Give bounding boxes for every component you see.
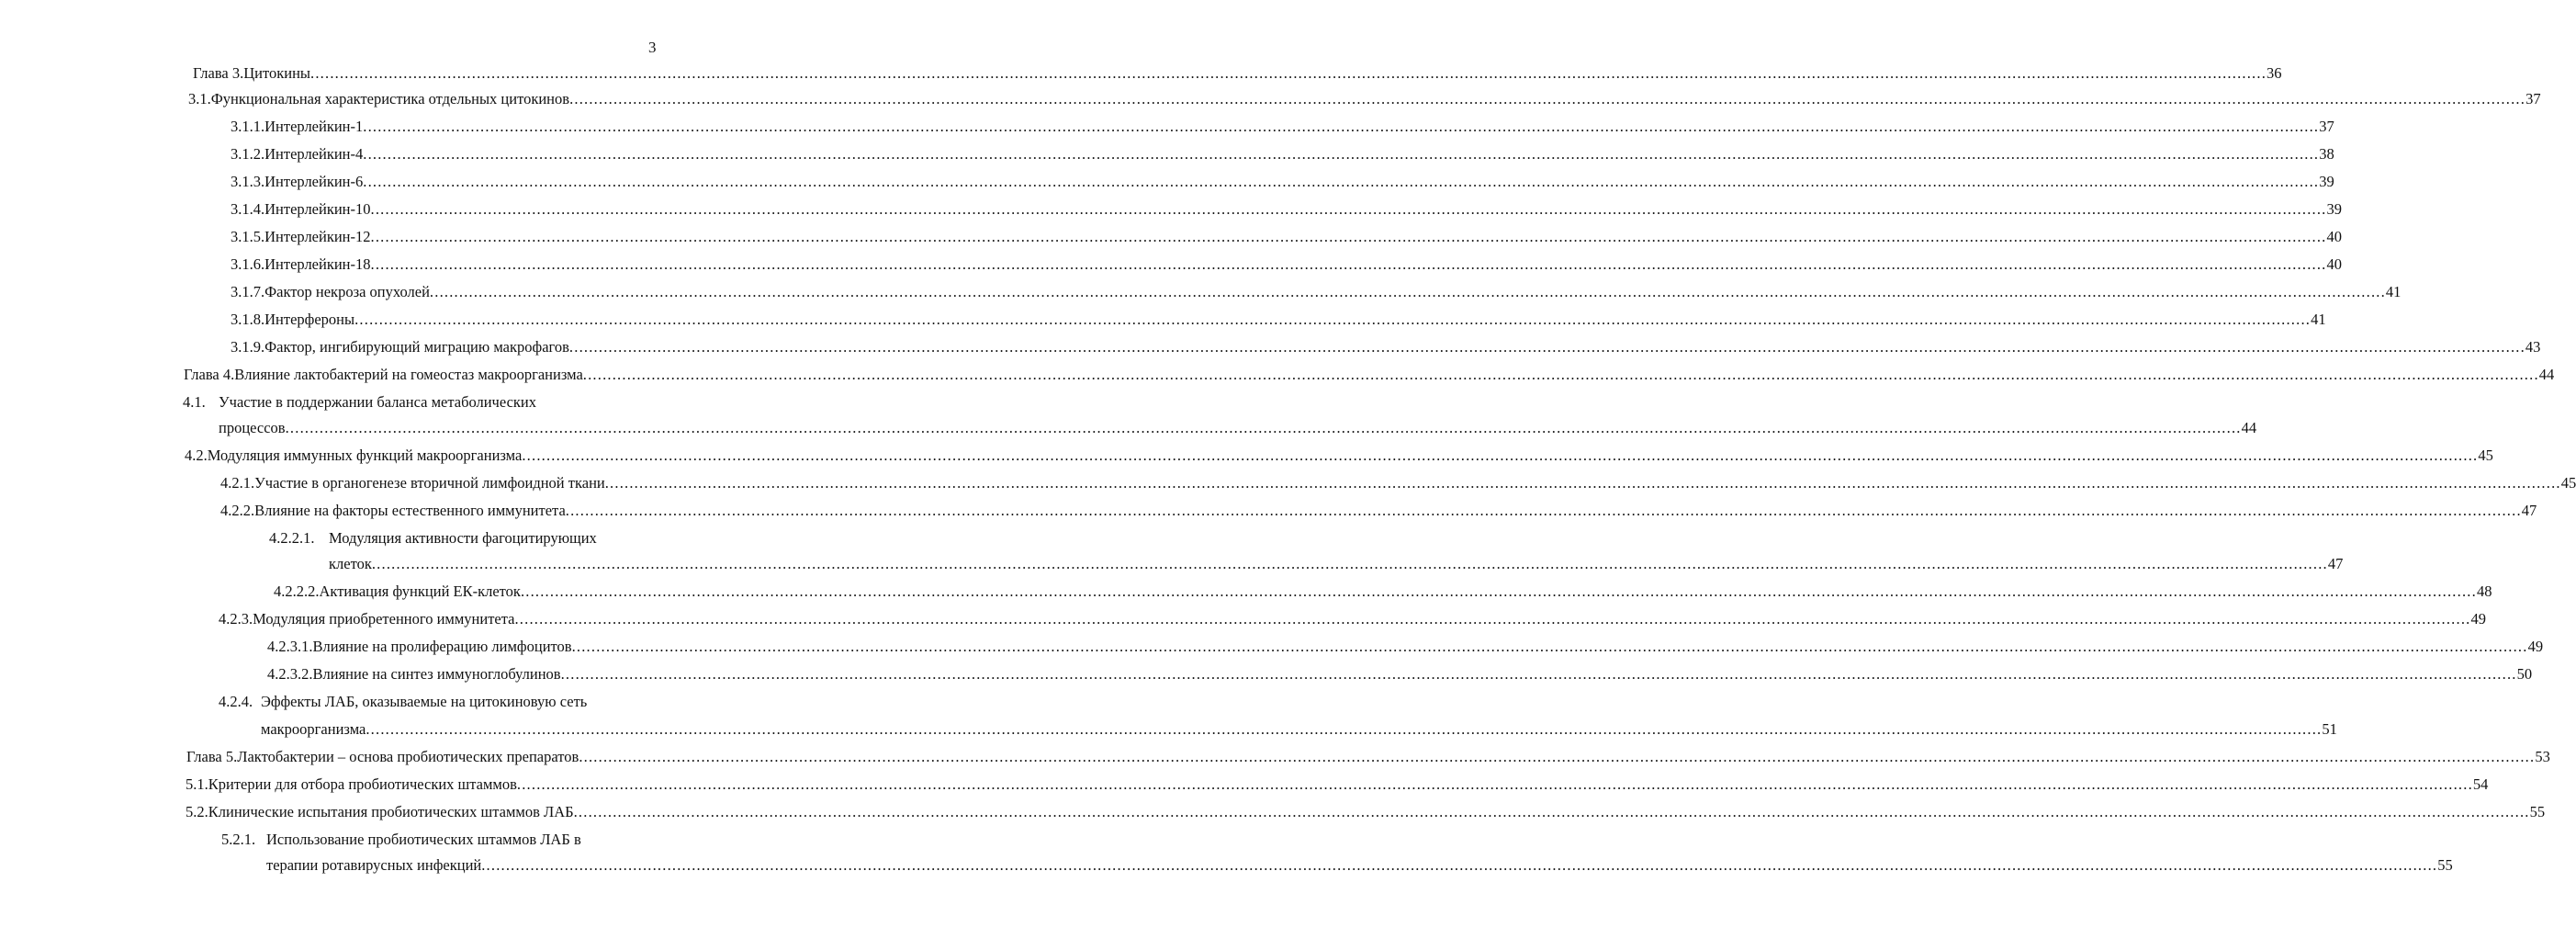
dot-leader: ................................................................................................................................................................................................................................................................................................................................................................................................................ bbox=[285, 419, 2242, 436]
toc-entry-page: 41 bbox=[2385, 283, 2402, 300]
dot-leader: ................................................................................................................................................................................................................................................................................................................................................................................................................ bbox=[363, 173, 2320, 190]
toc-entry-number: 3.1.2. bbox=[231, 145, 265, 163]
toc-entry-page: 55 bbox=[2529, 803, 2546, 820]
toc-entry bbox=[220, 474, 2576, 492]
toc-entry bbox=[188, 90, 2541, 108]
toc-entry bbox=[186, 803, 2546, 821]
toc-entry-page: 40 bbox=[2326, 255, 2342, 273]
toc-entry bbox=[185, 447, 2493, 465]
toc-entry-title: Использование пробиотических штаммов ЛАБ в bbox=[266, 831, 581, 848]
toc-entry-title: Интерлейкин-12 bbox=[264, 228, 371, 245]
toc-entry-page: 51 bbox=[2322, 720, 2337, 738]
dot-leader: ................................................................................................................................................................................................................................................................................................................................................................................................................ bbox=[571, 638, 2528, 655]
toc-entry-page: 40 bbox=[2326, 228, 2342, 245]
toc-entry-number: 3.1.6. bbox=[231, 255, 265, 273]
toc-entry-number: 4.2.3.2. bbox=[267, 665, 313, 683]
toc-entry-page: 49 bbox=[2470, 610, 2486, 628]
dot-leader: ................................................................................................................................................................................................................................................................................................................................................................................................................ bbox=[310, 64, 2267, 82]
toc-entry-page: 55 bbox=[2437, 856, 2453, 874]
toc-entry-number: 3.1.8. bbox=[231, 311, 265, 328]
toc-entry-number: 4.1. bbox=[183, 393, 206, 411]
toc-entry bbox=[231, 338, 2541, 356]
dot-leader: ................................................................................................................................................................................................................................................................................................................................................................................................................ bbox=[604, 474, 2561, 492]
toc-entry-title: Критерии для отбора пробиотических штаммов bbox=[208, 775, 517, 793]
toc-entry-title: терапии ротавирусных инфекций bbox=[266, 856, 482, 874]
toc-entry-page: 39 bbox=[2326, 200, 2342, 218]
toc-entry-title: Цитокины bbox=[243, 64, 311, 82]
toc-entry bbox=[267, 638, 2544, 656]
toc-entry-title: Клинические испытания пробиотических штаммов ЛАБ bbox=[208, 803, 574, 820]
toc-entry-title: Влияние лактобактерий на гомеостаз макроорганизма bbox=[234, 366, 583, 383]
toc-entry-title: Участие в органогенезе вторичной лимфоидной ткани bbox=[254, 474, 605, 492]
toc-entry-page: 43 bbox=[2525, 338, 2541, 356]
toc-entry-number: Глава 4. bbox=[184, 366, 235, 383]
toc-entry-title: Активация функций ЕК-клеток bbox=[319, 582, 521, 600]
toc-entry-page: 49 bbox=[2527, 638, 2544, 655]
toc-entry-page: 36 bbox=[2267, 64, 2282, 82]
toc-entry-number: 4.2. bbox=[185, 447, 208, 464]
page-number: 3 bbox=[648, 39, 657, 56]
toc-entry-number: Глава 3. bbox=[193, 64, 244, 82]
toc-entry bbox=[231, 311, 2326, 329]
toc-entry bbox=[274, 582, 2492, 601]
toc-entry-number: 3.1.3. bbox=[231, 173, 265, 190]
toc-entry bbox=[219, 610, 2486, 628]
toc-entry-title: макроорганизма bbox=[261, 720, 366, 738]
toc-entry-title: Влияние на пролиферацию лимфоцитов bbox=[312, 638, 572, 655]
dot-leader: ................................................................................................................................................................................................................................................................................................................................................................................................................ bbox=[371, 555, 2328, 572]
toc-entry bbox=[269, 529, 597, 548]
toc-entry-page: 38 bbox=[2319, 145, 2334, 163]
toc-entry-number: 4.2.2. bbox=[220, 502, 255, 519]
toc-entry-number: 4.2.2.2. bbox=[274, 582, 320, 600]
dot-leader: ................................................................................................................................................................................................................................................................................................................................................................................................................ bbox=[522, 447, 2479, 464]
toc-entry-number: 5.2.1. bbox=[221, 831, 256, 848]
toc-entry-page: 50 bbox=[2516, 665, 2533, 683]
toc-entry-number: 4.2.3. bbox=[219, 610, 253, 628]
toc-entry bbox=[219, 693, 587, 711]
toc-entry-page: 45 bbox=[2560, 474, 2576, 492]
dot-leader: ................................................................................................................................................................................................................................................................................................................................................................................................................ bbox=[370, 255, 2327, 273]
toc-entry-number: 3.1.9. bbox=[231, 338, 265, 356]
toc-entry bbox=[231, 173, 2334, 191]
toc-entry bbox=[220, 502, 2537, 520]
toc-entry-page: 37 bbox=[2525, 90, 2541, 107]
toc-entry-page: 44 bbox=[2538, 366, 2555, 383]
dot-leader: ................................................................................................................................................................................................................................................................................................................................................................................................................ bbox=[565, 502, 2522, 519]
dot-leader: ................................................................................................................................................................................................................................................................................................................................................................................................................ bbox=[363, 118, 2320, 135]
dot-leader: ................................................................................................................................................................................................................................................................................................................................................................................................................ bbox=[516, 775, 2473, 793]
toc-entry-title: клеток bbox=[329, 555, 372, 572]
toc-entry-title: Интерлейкин-18 bbox=[264, 255, 371, 273]
dot-leader: ................................................................................................................................................................................................................................................................................................................................................................................................................ bbox=[366, 720, 2323, 738]
toc-entry-number: Глава 5. bbox=[186, 748, 238, 765]
toc-entry-title: Влияние на факторы естественного иммунитета bbox=[254, 502, 566, 519]
toc-entry-page: 54 bbox=[2472, 775, 2489, 793]
toc-entry-page: 47 bbox=[2521, 502, 2537, 519]
toc-entry-title: процессов bbox=[219, 419, 286, 436]
dot-leader: ................................................................................................................................................................................................................................................................................................................................................................................................................ bbox=[582, 366, 2539, 383]
dot-leader: ................................................................................................................................................................................................................................................................................................................................................................................................................ bbox=[573, 803, 2530, 820]
dot-leader: ................................................................................................................................................................................................................................................................................................................................................................................................................ bbox=[568, 338, 2525, 356]
toc-entry-number: 4.2.4. bbox=[219, 693, 253, 710]
toc-entry bbox=[231, 200, 2342, 219]
toc-entry-page: 39 bbox=[2319, 173, 2334, 190]
toc-entry bbox=[193, 64, 2282, 83]
dot-leader: ................................................................................................................................................................................................................................................................................................................................................................................................................ bbox=[514, 610, 2471, 628]
dot-leader: ................................................................................................................................................................................................................................................................................................................................................................................................................ bbox=[579, 748, 2536, 765]
toc-entry-title: Фактор некроза опухолей bbox=[264, 283, 430, 300]
toc-entry-title: Участие в поддержании баланса метаболических bbox=[219, 393, 537, 411]
toc-entry-number: 3.1.5. bbox=[231, 228, 265, 245]
toc-entry-page: 44 bbox=[2241, 419, 2257, 436]
toc-entry-number: 5.1. bbox=[186, 775, 208, 793]
dot-leader: ................................................................................................................................................................................................................................................................................................................................................................................................................ bbox=[370, 200, 2327, 218]
toc-entry-page: 41 bbox=[2311, 311, 2326, 328]
toc-entry-page: 37 bbox=[2319, 118, 2334, 135]
toc-entry-title: Интерлейкин-10 bbox=[264, 200, 371, 218]
toc-entry bbox=[186, 775, 2489, 794]
toc-entry bbox=[267, 665, 2533, 684]
toc-entry-page: 45 bbox=[2478, 447, 2493, 464]
dot-leader: ................................................................................................................................................................................................................................................................................................................................................................................................................ bbox=[520, 582, 2477, 600]
toc-entry-title: Интерфероны bbox=[264, 311, 355, 328]
toc-entry bbox=[186, 748, 2550, 766]
toc-entry bbox=[219, 419, 2257, 437]
dot-leader: ................................................................................................................................................................................................................................................................................................................................................................................................................ bbox=[363, 145, 2320, 163]
toc-entry bbox=[329, 555, 2344, 573]
toc-entry-number: 4.2.1. bbox=[220, 474, 255, 492]
dot-leader: ................................................................................................................................................................................................................................................................................................................................................................................................................ bbox=[354, 311, 2312, 328]
toc-entry bbox=[231, 118, 2334, 136]
dot-leader: ................................................................................................................................................................................................................................................................................................................................................................................................................ bbox=[370, 228, 2327, 245]
toc-entry-title: Влияние на синтез иммуноглобулинов bbox=[312, 665, 561, 683]
dot-leader: ................................................................................................................................................................................................................................................................................................................................................................................................................ bbox=[569, 90, 2526, 107]
toc-entry-number: 3.1. bbox=[188, 90, 211, 107]
toc-entry bbox=[231, 145, 2334, 164]
toc-entry-title: Эффекты ЛАБ, оказываемые на цитокиновую сеть bbox=[261, 693, 588, 710]
dot-leader: ................................................................................................................................................................................................................................................................................................................................................................................................................ bbox=[560, 665, 2517, 683]
toc-entry-title: Модуляция иммунных функций макроорганизма bbox=[207, 447, 523, 464]
toc-entry bbox=[231, 255, 2342, 274]
toc-entry-number: 4.2.2.1. bbox=[269, 529, 315, 547]
toc-entry bbox=[261, 720, 2337, 739]
toc-entry-page: 47 bbox=[2327, 555, 2344, 572]
toc-entry bbox=[266, 856, 2453, 875]
dot-leader: ................................................................................................................................................................................................................................................................................................................................................................................................................ bbox=[429, 283, 2386, 300]
toc-entry bbox=[183, 393, 536, 412]
toc-entry-number: 3.1.7. bbox=[231, 283, 265, 300]
toc-entry bbox=[231, 228, 2342, 246]
toc-entry bbox=[221, 831, 581, 849]
toc-entry-page: 53 bbox=[2535, 748, 2550, 765]
toc-entry-title: Модуляция активности фагоцитирующих bbox=[329, 529, 597, 547]
toc-entry-title: Интерлейкин-6 bbox=[264, 173, 364, 190]
toc-entry-title: Фактор, ингибирующий миграцию макрофагов bbox=[264, 338, 569, 356]
toc-entry-number: 3.1.1. bbox=[231, 118, 265, 135]
toc-entry-title: Функциональная характеристика отдельных цитокинов bbox=[210, 90, 570, 107]
toc-entry-title: Лактобактерии – основа пробиотических препаратов bbox=[237, 748, 579, 765]
dot-leader: ................................................................................................................................................................................................................................................................................................................................................................................................................ bbox=[481, 856, 2438, 874]
toc-entry bbox=[184, 366, 2555, 384]
toc-entry-title: Интерлейкин-4 bbox=[264, 145, 364, 163]
toc-entry-number: 4.2.3.1. bbox=[267, 638, 313, 655]
toc-entry-title: Интерлейкин-1 bbox=[264, 118, 364, 135]
toc-entry bbox=[231, 283, 2402, 301]
toc-entry-page: 48 bbox=[2476, 582, 2492, 600]
toc-entry-title: Модуляция приобретенного иммунитета bbox=[253, 610, 515, 628]
toc-entry-number: 5.2. bbox=[186, 803, 208, 820]
toc-entry-number: 3.1.4. bbox=[231, 200, 265, 218]
